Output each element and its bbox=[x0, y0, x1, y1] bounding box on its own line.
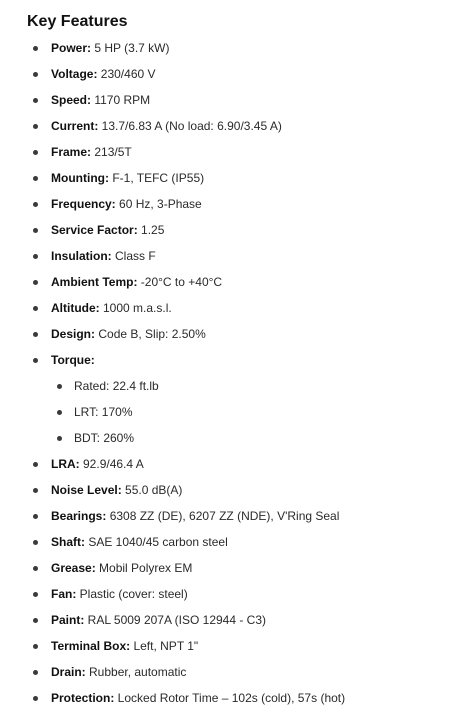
feature-label: Service Factor: bbox=[51, 223, 138, 237]
feature-value: -20°C to +40°C bbox=[137, 275, 223, 289]
bullet-icon bbox=[33, 254, 38, 259]
feature-label: Bearings: bbox=[51, 509, 107, 523]
feature-value: Plastic (cover: steel) bbox=[76, 587, 188, 601]
feature-label: Drain: bbox=[51, 665, 86, 679]
feature-value: Mobil Polyrex EM bbox=[95, 561, 193, 575]
feature-value: 55.0 dB(A) bbox=[121, 483, 183, 497]
feature-label: Speed: bbox=[51, 93, 92, 107]
bullet-icon bbox=[33, 150, 38, 155]
feature-label: Protection: bbox=[51, 691, 115, 705]
feature-label: Voltage: bbox=[51, 67, 98, 81]
torque-subitem-text: BDT: 260% bbox=[74, 431, 135, 445]
bullet-icon bbox=[33, 696, 38, 701]
torque-subitem-text: LRT: 170% bbox=[74, 405, 133, 419]
feature-value: 1000 m.a.s.l. bbox=[99, 301, 172, 315]
feature-label: Frame: bbox=[51, 145, 92, 159]
bullet-icon bbox=[33, 280, 38, 285]
sub-bullet-icon bbox=[57, 384, 62, 389]
bullet-icon bbox=[33, 670, 38, 675]
feature-label: Design: bbox=[51, 327, 96, 341]
feature-label: Insulation: bbox=[51, 249, 112, 263]
sub-bullet-icon bbox=[57, 410, 62, 415]
bullet-icon bbox=[33, 176, 38, 181]
feature-value: 230/460 V bbox=[97, 67, 156, 81]
feature-value: 92.9/46.4 A bbox=[79, 457, 144, 471]
torque-subitem-text: Rated: 22.4 ft.lb bbox=[74, 379, 159, 393]
feature-value: 1.25 bbox=[137, 223, 165, 237]
bullet-icon bbox=[33, 332, 38, 337]
feature-label: Terminal Box: bbox=[51, 639, 131, 653]
feature-value: SAE 1040/45 carbon steel bbox=[85, 535, 228, 549]
feature-label: Paint: bbox=[51, 613, 85, 627]
bullet-icon bbox=[33, 98, 38, 103]
feature-label: Shaft: bbox=[51, 535, 85, 549]
bullet-icon bbox=[33, 72, 38, 77]
bullet-icon bbox=[33, 592, 38, 597]
sub-bullet-icon bbox=[57, 436, 62, 441]
feature-value: 60 Hz, 3-Phase bbox=[115, 197, 202, 211]
feature-label: Ambient Temp: bbox=[51, 275, 138, 289]
bullet-icon bbox=[33, 514, 38, 519]
feature-value: Class F bbox=[111, 249, 156, 263]
bullet-icon bbox=[33, 618, 38, 623]
feature-value: 5 HP (3.7 kW) bbox=[91, 41, 170, 55]
feature-label: Grease: bbox=[51, 561, 96, 575]
feature-label: Torque: bbox=[51, 353, 95, 367]
bullet-icon bbox=[33, 358, 38, 363]
bullet-icon bbox=[33, 306, 38, 311]
feature-label: Fan: bbox=[51, 587, 77, 601]
bullet-icon bbox=[33, 462, 38, 467]
feature-label: Noise Level: bbox=[51, 483, 122, 497]
bullet-icon bbox=[33, 202, 38, 207]
feature-label: Power: bbox=[51, 41, 92, 55]
section-heading: Key Features bbox=[27, 13, 128, 30]
feature-label: Altitude: bbox=[51, 301, 100, 315]
bullet-icon bbox=[33, 644, 38, 649]
feature-value: Left, NPT 1" bbox=[130, 639, 199, 653]
feature-value: 13.7/6.83 A (No load: 6.90/3.45 A) bbox=[98, 119, 282, 133]
feature-label: Mounting: bbox=[51, 171, 109, 185]
feature-label: Current: bbox=[51, 119, 99, 133]
bullet-icon bbox=[33, 228, 38, 233]
feature-value: Code B, Slip: 2.50% bbox=[95, 327, 206, 341]
feature-value: F-1, TEFC (IP55) bbox=[108, 171, 205, 185]
bullet-icon bbox=[33, 540, 38, 545]
feature-label: Frequency: bbox=[51, 197, 116, 211]
feature-value: RAL 5009 207A (ISO 12944 - C3) bbox=[84, 613, 267, 627]
feature-value: 1170 RPM bbox=[91, 93, 151, 107]
feature-value: 213/5T bbox=[91, 145, 132, 159]
feature-label: LRA: bbox=[51, 457, 80, 471]
feature-value: Locked Rotor Time – 102s (cold), 57s (hot) bbox=[114, 691, 346, 705]
bullet-icon bbox=[33, 124, 38, 129]
bullet-icon bbox=[33, 488, 38, 493]
feature-value: 6308 ZZ (DE), 6207 ZZ (NDE), V'Ring Seal bbox=[106, 509, 340, 523]
bullet-icon bbox=[33, 566, 38, 571]
feature-value: Rubber, automatic bbox=[85, 665, 187, 679]
bullet-icon bbox=[33, 46, 38, 51]
